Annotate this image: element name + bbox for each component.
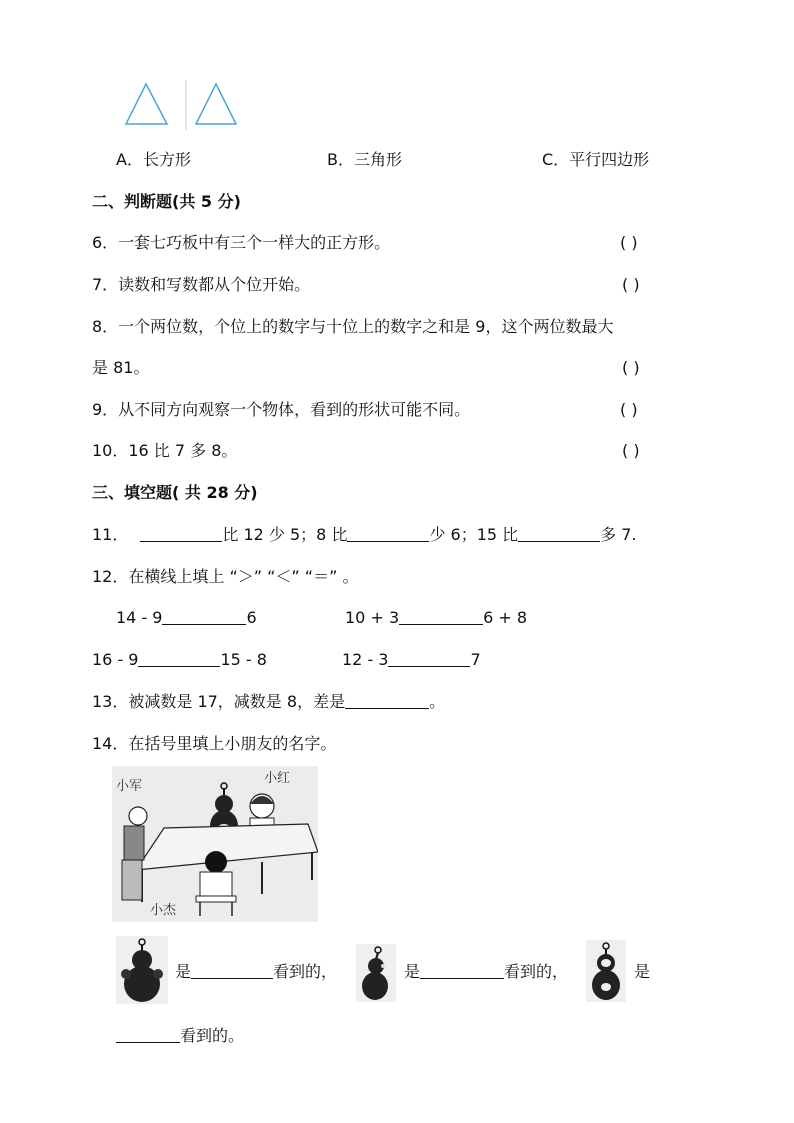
question-10: 10．16 比 7 多 8。 bbox=[92, 441, 238, 460]
compare-expression bbox=[345, 608, 527, 628]
compare-expression bbox=[342, 650, 481, 670]
expr-right: 7 bbox=[470, 650, 481, 669]
answer-line-2 bbox=[404, 962, 568, 982]
scene-illustration bbox=[112, 766, 318, 922]
answer-blank[interactable] bbox=[191, 963, 273, 979]
triangle-icon bbox=[196, 84, 236, 124]
option-a: A．长方形 bbox=[116, 150, 191, 169]
question-6: 6．一套七巧板中有三个一样大的正方形。 bbox=[92, 233, 391, 252]
expr-left: 14 - 9 bbox=[116, 608, 163, 627]
option-c: C．平行四边形 bbox=[542, 150, 650, 169]
answer-blank[interactable] bbox=[388, 651, 470, 667]
question-text: 看到的， bbox=[504, 962, 569, 981]
label-xiaojie: 小杰 bbox=[150, 903, 177, 918]
answer-blank[interactable] bbox=[140, 526, 222, 542]
expr-right: 6 bbox=[246, 608, 257, 627]
question-9: 9．从不同方向观察一个物体，看到的形状可能不同。 bbox=[92, 400, 471, 419]
answer-blank[interactable] bbox=[518, 526, 600, 542]
question-13 bbox=[92, 692, 445, 712]
question-text: 看到的， bbox=[273, 962, 338, 981]
answer-blank[interactable] bbox=[162, 609, 246, 625]
question-11 bbox=[92, 525, 637, 545]
compare-expression bbox=[92, 650, 267, 670]
answer-blank[interactable] bbox=[399, 609, 483, 625]
answer-blank[interactable] bbox=[345, 693, 429, 709]
question-7: 7．读数和写数都从个位开始。 bbox=[92, 275, 311, 294]
answer-blank[interactable] bbox=[420, 963, 504, 979]
question-12: 12．在横线上填上 “＞” “＜” “＝” 。 bbox=[92, 567, 359, 586]
question-text: 是 bbox=[634, 962, 651, 981]
answer-blank[interactable] bbox=[138, 651, 220, 667]
question-8: 8．一个两位数，个位上的数字与十位上的数字之和是 9，这个两位数最大 bbox=[92, 317, 614, 336]
answer-paren[interactable]: ( ) bbox=[622, 275, 640, 294]
option-b: B．三角形 bbox=[327, 150, 402, 169]
toy-side-view-icon bbox=[356, 944, 396, 1002]
answer-paren[interactable]: ( ) bbox=[620, 400, 638, 419]
question-text: 多 7. bbox=[600, 525, 637, 544]
question-text: 看到的。 bbox=[180, 1026, 245, 1045]
toy-back-view-icon bbox=[116, 936, 168, 1004]
toy-front-view-icon bbox=[586, 940, 626, 1002]
answer-line-1 bbox=[175, 962, 337, 982]
answer-line-3 bbox=[116, 1026, 244, 1046]
question-number: 11． bbox=[92, 525, 129, 544]
answer-paren[interactable]: ( ) bbox=[622, 441, 640, 460]
question-text: 是 bbox=[175, 962, 192, 981]
question-14: 14．在括号里填上小朋友的名字。 bbox=[92, 734, 337, 753]
answer-blank[interactable] bbox=[116, 1027, 180, 1043]
answer-blank[interactable] bbox=[347, 526, 429, 542]
question-text: 13．被减数是 17，减数是 8，差是 bbox=[92, 692, 346, 711]
question-8-cont: 是 81。 bbox=[92, 358, 150, 377]
expr-left: 16 - 9 bbox=[92, 650, 139, 669]
label-xiaohong: 小红 bbox=[264, 771, 291, 786]
triangle-figures bbox=[120, 78, 250, 130]
triangle-icon bbox=[126, 84, 167, 124]
section-title: 二、判断题(共 5 分) bbox=[92, 192, 241, 211]
section-title: 三、填空题( 共 28 分) bbox=[92, 483, 258, 502]
compare-expression bbox=[116, 608, 257, 628]
question-text: 少 6；15 比 bbox=[429, 525, 519, 544]
expr-left: 12 - 3 bbox=[342, 650, 389, 669]
answer-paren[interactable]: ( ) bbox=[622, 358, 640, 377]
question-text: 比 12 少 5；8 比 bbox=[222, 525, 348, 544]
expr-right: 6 + 8 bbox=[483, 608, 528, 627]
question-text: 。 bbox=[429, 692, 446, 711]
expr-right: 15 - 8 bbox=[220, 650, 267, 669]
question-text: 是 bbox=[404, 962, 421, 981]
expr-left: 10 + 3 bbox=[345, 608, 400, 627]
answer-paren[interactable]: ( ) bbox=[620, 233, 638, 252]
label-xiaojun: 小军 bbox=[116, 779, 143, 794]
